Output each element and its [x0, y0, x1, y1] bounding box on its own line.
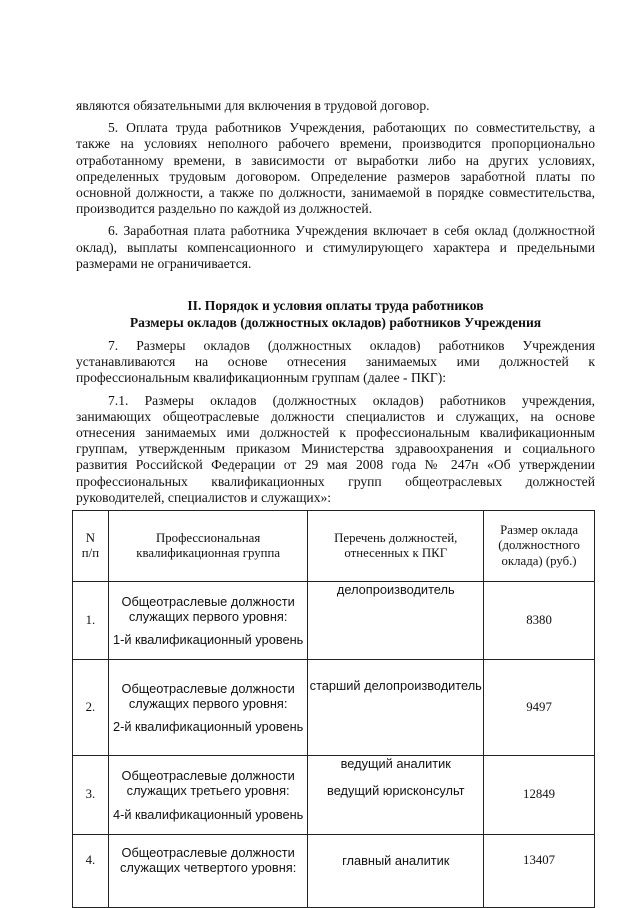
- header-salary-line-1: Размер оклада: [500, 523, 579, 538]
- positions-list: [308, 756, 484, 835]
- group-line-2: служащих первого уровня:: [128, 695, 288, 711]
- row-number: 2.: [73, 660, 109, 756]
- position-item: ведущий аналитик: [340, 756, 451, 771]
- header-num: [73, 511, 109, 582]
- table-row: [73, 835, 595, 908]
- group-line-1: Общеотраслевые должности: [121, 768, 295, 784]
- section-title-line-1: II. Порядок и условия оплаты труда работников: [187, 298, 484, 313]
- section-title-line-2: Размеры окладов (должностных окладов) работников Учреждения: [129, 314, 542, 330]
- paragraph-7-1: 7.1. Размеры окладов (должностных окладов) работников учреждения, занимающих общеотраслевые должности специалистов и служащих, на основе отнесения занимаемых ими должностей к профессиональным квалификационным группам, утвержденным приказом Министерства здравоохранения и социального развития Российской Федерации от 29 мая 2008 года № 247н «Об утверждении профессиональных квалификационных групп общеотраслевых должностей руководителей, специалистов и служащих»:: [76, 392, 595, 505]
- row-number: 4.: [73, 835, 109, 908]
- group-line-1: Общеотраслевые должности: [121, 680, 295, 696]
- header-group-line-1: Профессиональная: [156, 530, 261, 545]
- header-salary-line-2: (должностного: [498, 538, 580, 553]
- group-line-2: служащих третьего уровня:: [126, 783, 290, 799]
- position-item: ведущий юрисконсульт: [327, 783, 465, 799]
- position-item: старший делопроизводитель: [309, 678, 482, 693]
- paragraph-6: 6. Заработная плата работника Учреждения включает в себя оклад (должностной оклад), выплаты компенсационного и стимулирующего характера и предельными размерами не ограничивается.: [76, 223, 595, 271]
- qualification-level: 4-й квалификационный уровень: [112, 806, 304, 822]
- table-row: [73, 582, 595, 660]
- salary-table: [72, 510, 595, 908]
- group-line-2: служащих четвертого уровня:: [120, 860, 297, 876]
- table-header-row: [73, 511, 595, 582]
- header-group-line-2: квалификационная группа: [136, 546, 281, 560]
- salary-value: 9497: [484, 660, 595, 756]
- group-line-2: служащих первого уровня:: [128, 608, 288, 624]
- header-group: [108, 511, 308, 582]
- table-row: [73, 660, 595, 756]
- position-item: главный аналитик: [342, 853, 450, 868]
- qualification-group: [108, 756, 308, 835]
- salary-value: 12849: [484, 756, 595, 835]
- position-item: делопроизводитель: [336, 582, 455, 597]
- paragraph-continuation: являются обязательными для включения в трудовой договор.: [76, 98, 430, 113]
- section-text: [76, 338, 595, 506]
- positions-list: [308, 835, 484, 908]
- qualification-group: [108, 582, 308, 660]
- table-row: [73, 756, 595, 835]
- qualification-group: [108, 835, 308, 908]
- group-line-1: Общеотраслевые должности: [121, 845, 295, 860]
- paragraph-7: 7. Размеры окладов (должностных окладов) работников Учреждения устанавливаются на основе отнесения занимаемых ими должностей к профессиональным квалификационным группам (далее - ПКГ):: [76, 338, 595, 386]
- section-heading: [76, 298, 595, 331]
- salary-value: 8380: [484, 582, 595, 660]
- header-positions-line-1: Перечень должностей,: [334, 530, 458, 545]
- row-number: 3.: [73, 756, 109, 835]
- qualification-group: [108, 660, 308, 756]
- paragraph-5: 5. Оплата труда работников Учреждения, работающих по совместительству, а также на условиях неполного рабочего времени, производится пропорционально отработанному времени, в зависимости от выработки либо на других условиях, определенных трудовым договором. Определение размеров заработной платы по основной должности, а также по должности, занимаемой в порядке совместительства, производится раздельно по каждой из должностей.: [76, 120, 595, 217]
- header-salary: [484, 511, 595, 582]
- header-salary-line-3: оклада) (руб.): [501, 553, 577, 568]
- intro-text: [76, 98, 595, 272]
- qualification-level: 1-й квалификационный уровень: [112, 632, 304, 648]
- header-num-line-2: п/п: [81, 546, 100, 560]
- group-line-1: Общеотраслевые должности: [121, 593, 295, 609]
- salary-value: 13407: [484, 835, 595, 908]
- row-number: 1.: [73, 582, 109, 660]
- positions-list: [308, 582, 484, 660]
- header-positions-line-2: отнесенных к ПКГ: [344, 546, 448, 560]
- header-positions: [308, 511, 484, 582]
- positions-list: [308, 660, 484, 756]
- header-num-line-1: N: [85, 530, 96, 545]
- qualification-level: 2-й квалификационный уровень: [112, 719, 304, 735]
